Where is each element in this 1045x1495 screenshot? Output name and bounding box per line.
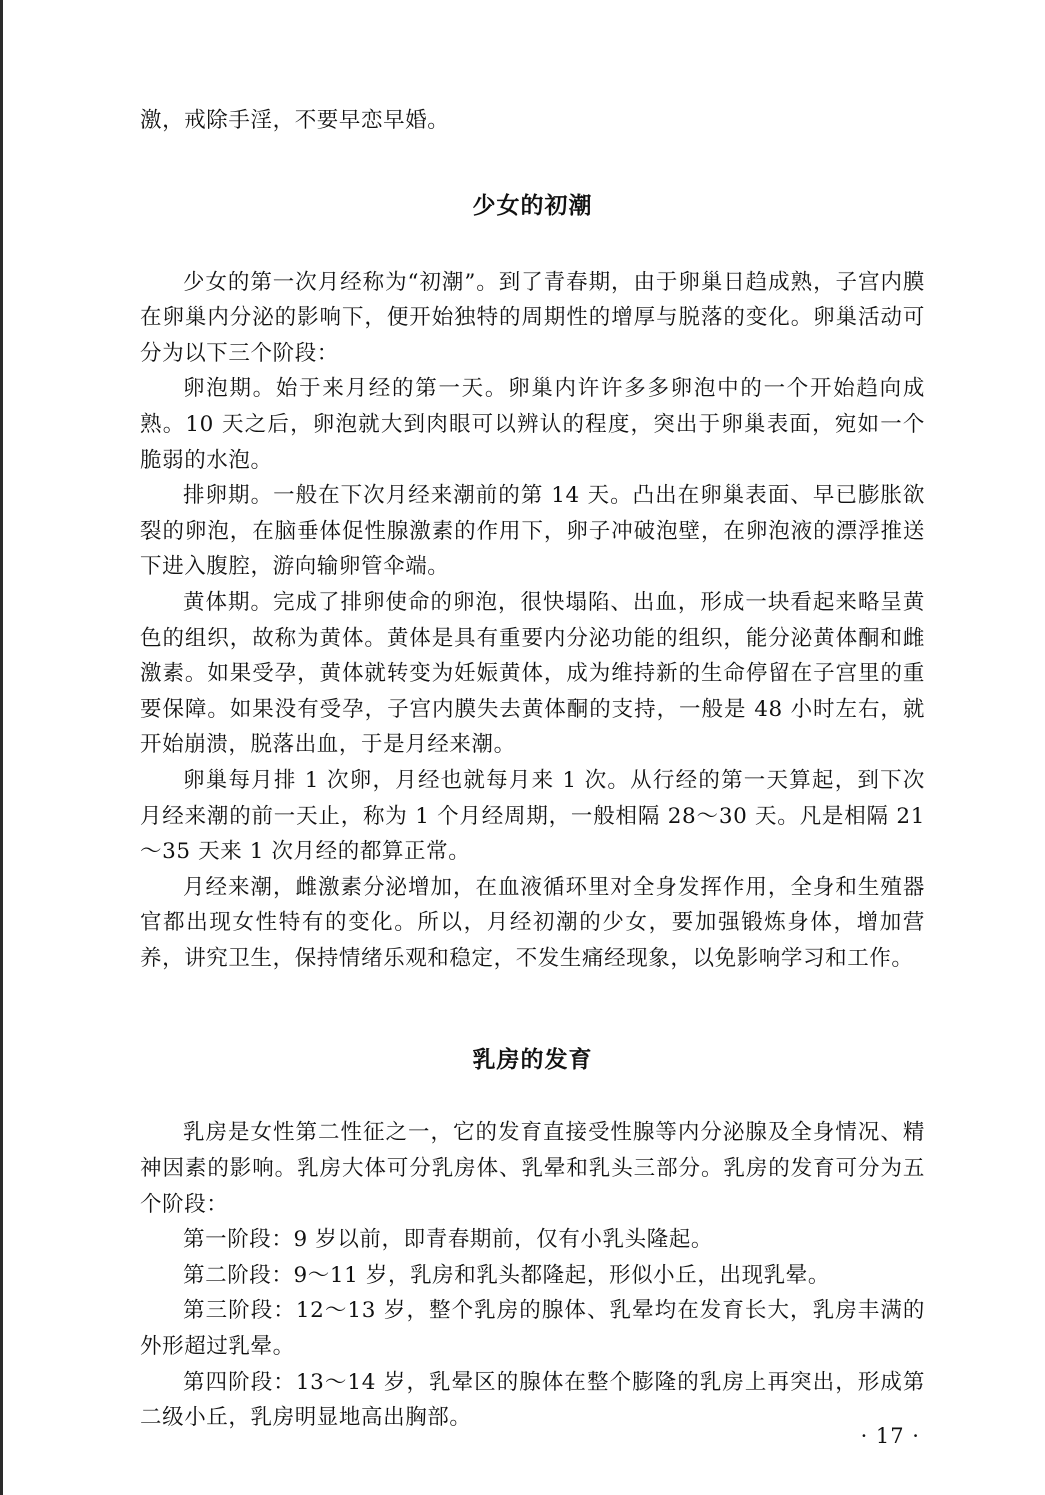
paragraph: 少女的第一次月经称为“初潮”。到了青春期，由于卵巢日趋成熟，子宫内膜在卵巢内分泌的影响下，便开始独特的周期性的增厚与脱落的变化。卵巢活动可分为以下三个阶段： [140, 269, 925, 366]
page-body [140, 103, 925, 1436]
page-edge-line [0, 0, 3, 1495]
paragraph: 卵巢每月排 1 次卵，月经也就每月来 1 次。从行经的第一天算起，到下次月经来潮的前一天止，称为 1 个月经周期，一般相隔 28～30 天。凡是相隔 21～35 天来 1 次月经的都算正常。 [140, 767, 925, 865]
paragraph: 乳房是女性第二性征之一，它的发育直接受性腺等内分泌腺及全身情况、精神因素的影响。乳房大体可分乳房体、乳晕和乳头三部分。乳房的发育可分为五个阶段： [140, 1120, 925, 1217]
page-number: · 17 · [860, 1424, 920, 1448]
paragraph: 月经来潮，雌激素分泌增加，在血液循环里对全身发挥作用，全身和生殖器官都出现女性特有的变化。所以，月经初潮的少女，要加强锻炼身体，增加营养，讲究卫生，保持情绪乐观和稳定，不发生痛经现象，以免影响学习和工作。 [140, 874, 925, 971]
section-title-menarche: 少女的初潮 [472, 192, 593, 219]
section-title-breast-development: 乳房的发育 [472, 1047, 593, 1074]
paragraph: 第二阶段：9～11 岁，乳房和乳头都隆起，形似小丘，出现乳晕。 [183, 1262, 830, 1288]
paragraph: 黄体期。完成了排卵使命的卵泡，很快塌陷、出血，形成一块看起来略呈黄色的组织，故称为黄体。黄体是具有重要内分泌功能的组织，能分泌黄体酮和雌激素。如果受孕，黄体就转变为妊娠黄体，成为维持新的生命停留在子宫里的重要保障。如果没有受孕，子宫内膜失去黄体酮的支持，一般是 48 小时左右，就开始崩溃，脱落出血，于是月经来潮。 [140, 589, 925, 758]
paragraph: 第一阶段：9 岁以前，即青春期前，仅有小乳头隆起。 [183, 1227, 714, 1253]
paragraph: 排卵期。一般在下次月经来潮前的第 14 天。凸出在卵巢表面、早已膨胀欲裂的卵泡，在脑垂体促性腺激素的作用下，卵子冲破泡壁，在卵泡液的漂浮推送下进入腹腔，游向输卵管伞端。 [140, 483, 925, 580]
paragraph: 第三阶段：12～13 岁，整个乳房的腺体、乳晕均在发育长大，乳房丰满的外形超过乳晕。 [140, 1298, 925, 1360]
paragraph: 卵泡期。始于来月经的第一天。卵巢内许许多多卵泡中的一个开始趋向成熟。10 天之后，卵泡就大到肉眼可以辨认的程度，突出于卵巢表面，宛如一个脆弱的水泡。 [140, 376, 925, 473]
continuation-text: 激，戒除手淫，不要早恋早婚。 [140, 108, 450, 133]
paragraph: 第四阶段：13～14 岁，乳晕区的腺体在整个膨隆的乳房上再突出，形成第二级小丘，乳房明显地高出胸部。 [140, 1369, 925, 1431]
